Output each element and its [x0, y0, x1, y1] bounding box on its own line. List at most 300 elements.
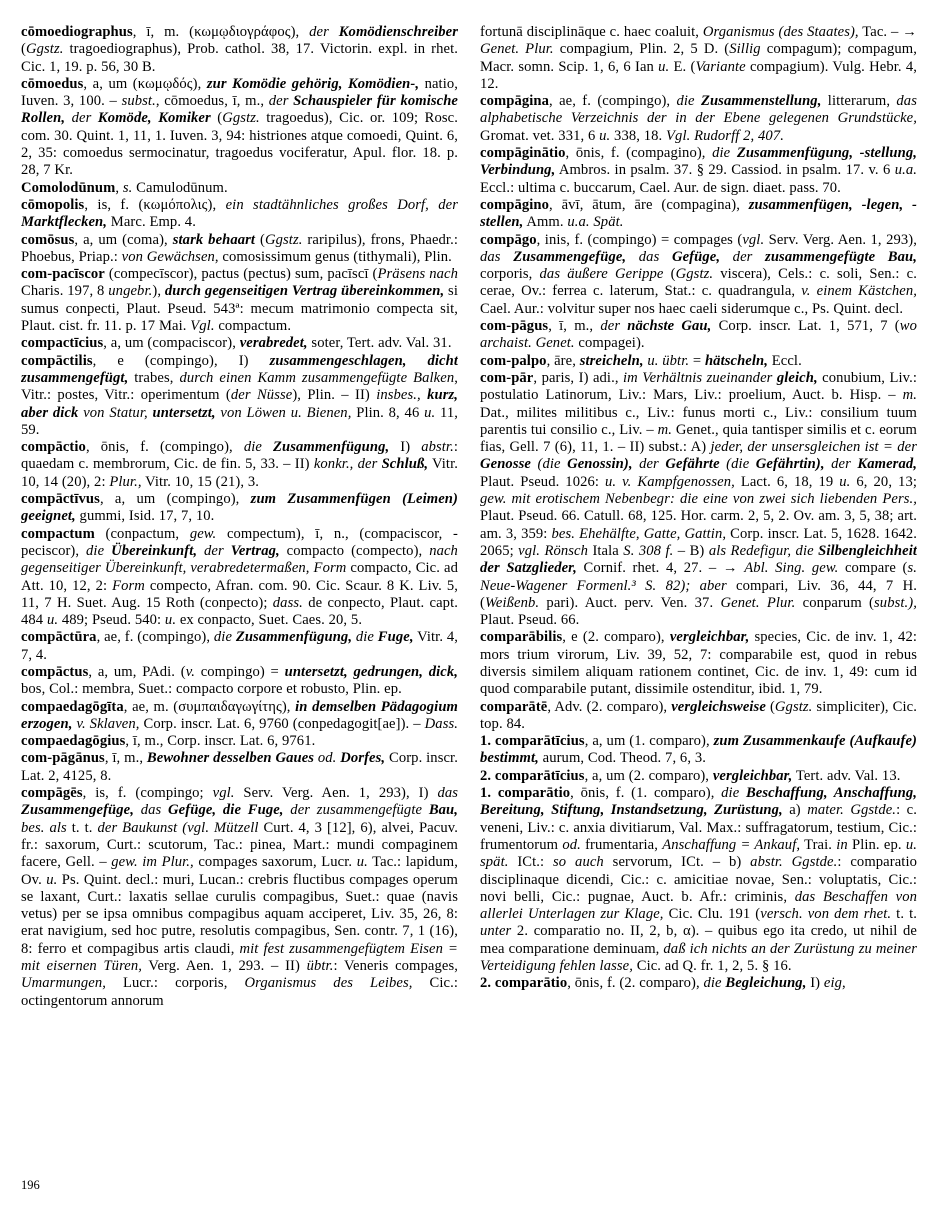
dictionary-entry [21, 335, 458, 352]
text-run: untersetzt, [152, 404, 216, 421]
text-run: , a, um (compingo), [99, 491, 251, 508]
text-run: streicheln, [579, 352, 644, 369]
text-run: ( [255, 231, 265, 248]
text-run: das äußere Gerippe [539, 266, 664, 283]
dictionary-entry [21, 699, 458, 751]
text-run: soter, Tert. adv. Val. 31. [307, 335, 452, 352]
text-run: simpliciter), Cic. top. 84. [480, 698, 917, 732]
text-run: comōsus [21, 231, 75, 248]
text-run: frumentaria, [580, 836, 663, 853]
text-run: E. ( [669, 58, 696, 75]
text-run: compaedagōgīta [21, 698, 124, 715]
text-run: Lact. 6, 18, 19 [734, 473, 840, 490]
text-run: , ōnis, f. (2. comparo), [567, 975, 704, 992]
text-run: , a, um (coma), [74, 231, 173, 248]
text-run: v. [185, 663, 195, 680]
text-run: Zusammengefüge, [21, 802, 134, 819]
text-run: Umarmungen, [21, 975, 107, 992]
column-left [21, 24, 458, 1154]
text-run: Schluß, [381, 456, 429, 473]
text-run: raripilus), frons, Phaedr.: Phoebus, Priap.: [21, 231, 458, 265]
text-run: ex conpacto, Suet. Caes. 20, 5. [176, 612, 363, 629]
text-run: od. [562, 836, 581, 853]
text-run: (die [719, 456, 756, 473]
text-run: fortunā disciplināque c. haec coaluit, [480, 24, 703, 40]
text-run: abstr. [421, 439, 454, 456]
text-run: I) [806, 975, 824, 992]
text-run: Marktflecken, [21, 214, 108, 231]
text-run: ), [152, 283, 165, 300]
text-run: Plaut. Pseud. 66. Catull. 68, 125. Hor. carm. 2, 5, 2. Ov. am. 3, 5, 38; art. am. 3, 359: [480, 508, 917, 542]
text-run: Variante [695, 58, 746, 75]
text-run: viscera), Cels.: c. soli, Sen.: c. cerae, Ov.: ferrea c. laterum, Stat.: c. quadrangula, [480, 266, 917, 300]
text-run: , e (2. comparo), [562, 629, 670, 646]
text-run: 489; Pseud. 540: [58, 612, 165, 629]
text-run: compactum. [214, 318, 292, 335]
text-run: Vgl. Rudorff 2, 407. [666, 127, 784, 144]
text-run: zur Komödie gehörig, Komödien-, [206, 75, 420, 92]
dictionary-entry [21, 76, 458, 180]
text-run: , [842, 975, 846, 992]
text-run: Eccl.: ultima c. buccarum, Cael. Aur. de sign. diaet. pass. 70. [480, 179, 841, 196]
text-run: der [357, 456, 382, 473]
text-run: Genet. Plur. [720, 594, 796, 611]
dictionary-entry [480, 145, 917, 197]
text-run: compāgina [480, 93, 550, 110]
text-run: das [437, 785, 458, 802]
text-run: , ae, f. (compingo), [549, 93, 677, 110]
text-run: ICt.: [508, 854, 554, 871]
text-run: Corp. inscr. Lat. 6, 9760 (conpedagogit[ae]). – [139, 715, 425, 732]
page-number: 196 [21, 1178, 40, 1192]
text-run: com-pāgānus [21, 750, 105, 767]
text-run: Genet., quia tantisper similis et c. eorum fias, Gell. 7 (6), 11, 1. – II) subst.: A) [480, 421, 917, 456]
text-run: de conpecto, Plaut. capt. 484 [21, 594, 458, 629]
text-run: hätscheln, [704, 352, 768, 369]
text-run: Ggstz. [25, 41, 64, 58]
text-run: (compecīscor), pactus (pectus) sum, pacīscī ( [104, 266, 378, 283]
text-run: Bewohner desselben Gaues [146, 750, 315, 767]
text-run: , is, f. (κωμόπολις), [84, 196, 226, 213]
text-run: u. [839, 473, 851, 490]
text-run: Vitr. 4, 7, 4. [21, 629, 458, 663]
text-run: u. [424, 404, 436, 421]
text-run: mater. Ggstde. [807, 802, 897, 819]
text-run: Corp. inscr. Lat. 1, 571, 7 ( [711, 318, 900, 335]
text-run: Cael. Aur.: volvitur super nos haec caeli siderumque c., Ps. Quint. decl. [480, 300, 904, 317]
text-run: im Verhältnis zueinander [623, 369, 777, 386]
text-run: zusammengefügte Bau, [765, 248, 917, 265]
text-run: unter [480, 923, 512, 940]
text-run: t. t. [71, 819, 98, 836]
text-run: insbes., [376, 387, 421, 404]
text-run: wo archaist. Genet. [480, 318, 917, 352]
text-run: Corp. inscr. Lat. 5, 1628. 1642. 2065; [480, 525, 917, 559]
text-run: compare ( [838, 560, 908, 577]
text-run: species, Cic. de inv. 1, 42: mors trium virorum, Liv. 39, 52, 7: comparabile est, quod in rebus diversis similem aliquam rationem continet, Cic. de inv. 1, 49: cum id quod comparabile putant, dissimile ostenditur, ibid. 1, 79. [480, 629, 917, 698]
text-run: u. [658, 58, 670, 75]
text-run: Cic. ad Q. fr. 1, 2, 5. § 16. [632, 958, 792, 975]
dictionary-entry [21, 24, 458, 76]
text-run: compāgino [480, 196, 550, 213]
text-run: (die [530, 456, 568, 473]
text-run: zusammenfügen, -legen, -stellen, [480, 196, 917, 231]
text-run: ( [663, 266, 676, 283]
text-run: Plin. 8, 46 [351, 404, 425, 421]
text-run: Trai. [800, 836, 837, 853]
text-run: Plaut. Pseud. 66. [480, 612, 580, 629]
text-run: Gefüge, [671, 248, 721, 265]
text-run: Organismus (des Staates), [702, 24, 859, 40]
text-run: , a, um (2. comparo), [584, 767, 713, 784]
text-run: v. einem Kästchen, [801, 283, 917, 300]
text-run: ( [210, 110, 223, 127]
text-run: vergleichsweise [671, 698, 766, 715]
text-run: 11, 59. [21, 404, 458, 438]
text-run: compāctīvus [21, 491, 100, 508]
text-run: u. [46, 612, 59, 629]
text-run: , [115, 179, 123, 196]
dictionary-entry [21, 664, 458, 699]
text-run: m. [657, 421, 673, 438]
text-run: der zusammengefügte [283, 802, 429, 819]
text-run: subst. [121, 93, 156, 110]
text-run: Zusammenfügung, [235, 629, 353, 646]
text-run: Plin. ep. [847, 836, 906, 853]
text-run: compacto, Cic. ad Att. 10, 12, 2: [21, 560, 458, 594]
text-run: Cic.: octingentorum annorum [21, 975, 458, 1009]
text-run: gew. mit erotischem Nebenbegr: die eine von zwei sich liebenden Pers., [480, 491, 917, 508]
text-run: com-palpo [480, 352, 547, 369]
dictionary-entry [21, 439, 458, 491]
text-run: u.a. [894, 162, 917, 179]
text-run: compagium, Plin. 2, 5 D. ( [553, 41, 730, 58]
dictionary-entry [21, 266, 458, 335]
text-run: conubium, Liv.: postulatio Latinorum, Liv.: Mars, Liv.: proelium, Auct. b. Hisp. – [480, 369, 917, 404]
text-run: der [824, 456, 858, 473]
text-run: Genosse [480, 456, 531, 473]
text-run: pari). Auct. perv. Ven. 37. [539, 594, 721, 611]
text-run: s. Neue-Wagener Formenl.³ S. 82); [480, 560, 917, 594]
text-run: bos, Col.: membra, Suet.: compacto corpore et robusto, Plin. ep. [21, 681, 402, 698]
text-run: Ggstz. [675, 266, 714, 283]
dictionary-entry [21, 197, 458, 232]
text-run: com-pacīscor [21, 266, 105, 283]
text-run: compāginātio [480, 145, 566, 162]
text-run: ), Plin. – II) [292, 387, 377, 404]
text-run: Abl. Sing. gew. [744, 560, 839, 577]
text-run: corporis, [480, 266, 540, 283]
text-run: bes. als [21, 819, 72, 836]
text-run: Ggstz. [222, 110, 260, 127]
text-run: tragoedus), Cic. or. 109; Rosc. com. 30. Quint. 1, 11, 1. Iuven. 3, 94: histriones atque comoedi, Quint. 6, 2, 35: comoedus sermocinatur, tragoedus vociferatur, Apul. flor. 18. p. 28, 7 Kr. [21, 110, 458, 179]
text-run: Vgl. [190, 318, 215, 335]
text-run: Übereinkunft, [111, 542, 198, 559]
text-run: Gefüge, die Fuge, [168, 802, 284, 819]
text-run: gleich, [776, 369, 818, 386]
text-run: Gromat. vet. 331, 6 [480, 127, 600, 144]
text-run: gew. im Plur., [111, 854, 194, 871]
text-run: compacto (compecto), [279, 542, 430, 559]
text-run: der [65, 110, 98, 127]
text-run: Gefährtin), [755, 456, 825, 473]
text-run: cōmopolis [21, 196, 85, 213]
text-run: aber [699, 577, 727, 594]
text-run [690, 578, 699, 594]
text-run: : Veneris compages, [333, 958, 458, 975]
text-run: compactīcius [21, 335, 104, 352]
text-run: Genossin), [567, 456, 633, 473]
text-run: gew. [189, 525, 217, 542]
text-run: von Löwen u. Bienen, [215, 404, 352, 421]
text-run: abstr. Ggstde. [750, 854, 838, 871]
text-run: Schauspieler für komische Rollen, [21, 93, 458, 127]
dictionary-entry [480, 768, 917, 785]
text-run: eig [823, 975, 843, 992]
text-run: com-pāgus [480, 318, 549, 335]
text-run: das [626, 248, 672, 265]
text-run: compingo) = [194, 663, 285, 680]
text-run: das [480, 248, 514, 265]
text-run: die [703, 975, 726, 992]
text-run: durch gegenseitigen Vertrag übereinkommen, [164, 283, 445, 300]
text-run: t. t. [891, 906, 917, 923]
text-run: zum Zusammenfügen (Leimen) geeignet, [21, 491, 458, 525]
text-run: comparābilis [480, 629, 563, 646]
text-run: Dorfes, [340, 750, 386, 767]
text-run: die [352, 629, 378, 646]
text-run: Präsens nach [377, 266, 458, 283]
text-run: , a, um (1. comparo), [584, 733, 714, 750]
dictionary-entry [480, 353, 917, 370]
text-run: 1. comparātio [480, 785, 571, 802]
text-run: od. [314, 750, 341, 767]
dictionary-entry [21, 750, 458, 785]
text-run: , ōnis, f. (1. comparo), [570, 785, 722, 802]
dictionary-entry [480, 785, 917, 975]
text-run: Komöde, Komiker [97, 110, 211, 127]
text-run: , paris, I) adi., [533, 369, 624, 386]
text-run: u. spät. [480, 836, 917, 871]
dictionary-entry [21, 232, 458, 267]
text-run: Dass. [424, 715, 458, 732]
text-run: in [836, 836, 848, 853]
text-run: Anschaffung = Ankauf, [662, 836, 801, 853]
text-run: Zusammenfügung, [272, 439, 390, 456]
text-run: , a, um (κωμῳδός), [83, 75, 207, 92]
text-run: Genet. Plur. [480, 41, 554, 58]
text-run: compagum); compagum, Macr. somn. Scip. 1, 6, 6 Ian [480, 41, 917, 75]
text-run: der Nüsse [230, 387, 293, 404]
text-run: , ī, m. (κωμῳδιογράφος), [132, 24, 310, 40]
text-run: cōmoedus [21, 75, 84, 92]
text-run: Ggstz. [774, 698, 813, 715]
text-run: compaedagōgius [21, 733, 126, 750]
text-run: Cic. Clu. 191 ( [663, 906, 761, 923]
text-run: mit fest zusammengefügtem Eisen = mit eisernen Türen, [21, 940, 458, 975]
text-run: Organismus des Leibes, [244, 975, 413, 992]
text-run: das alphabetische Verzeichnis der in der Ebene gelegenen Grundstücke, [480, 93, 917, 127]
text-run: nach gegenseitiger Übereinkunft, verabredetermaßen, Form [21, 542, 458, 577]
text-run: servorum, ICt. – b) [603, 854, 751, 871]
text-run: compāctio [21, 439, 86, 456]
text-run: = [689, 352, 705, 369]
text-run: bes. Ehehälfte, Gatte, Gattin, [551, 525, 727, 542]
text-run: Marc. Emp. 4. [107, 214, 196, 231]
text-run: Ambros. in psalm. 37. § 29. Cassiod. in psalm. 17. v. 6 [555, 162, 895, 179]
text-run: vergleichbar, [712, 767, 793, 784]
text-run: , a, um, PAdi. ( [88, 663, 186, 680]
text-run: die [86, 542, 112, 559]
text-run: Form [112, 577, 145, 594]
dictionary-entry [21, 785, 458, 1010]
text-run: 2. comparātio [480, 975, 568, 992]
text-run: compages saxorum, Lucr. [193, 854, 357, 871]
text-run: Eccl. [768, 352, 802, 369]
text-run: compāgēs [21, 785, 83, 802]
text-run: compagium). Vulg. Hebr. 4, 12. [480, 58, 917, 92]
text-run: vergleichbar, [669, 629, 750, 646]
text-run: Bau, [428, 802, 458, 819]
text-run: : comparatio disciplinaque dicendi, Cic.: c. amicitiae novae, Sen.: voluptatis, Cic.: novi belli, Cic.: pugnae, Auct. b. Afr.: criminis, [480, 854, 917, 905]
dictionary-entry [21, 629, 458, 664]
text-run: Ps. Quint. decl.: muri, Lucan.: crebris fluctibus compages operum se laxant, Curt.: laxatis sellae curulis compagibus, Suet.: quae (navis vetus) per se ipsa omnibus compagibus aquam acciperet, Liv. 35, 26, 8: erat navigium, sed hoc putre, resolutis compagibus, Sen. contr. 7, 1 (16), 8: ferro et compagibus artis claudi, [21, 871, 458, 957]
text-run: compāctūra [21, 629, 97, 646]
text-run: in demselben Pädagogium erzogen, [21, 698, 458, 732]
text-run: Amm. [523, 214, 568, 231]
text-run: der [197, 542, 231, 559]
dictionary-entry [480, 733, 917, 768]
text-run: ( [765, 698, 775, 715]
text-run: Cornif. rhet. 4, 27. – → [576, 560, 745, 577]
text-run: als Redefigur, die [708, 542, 819, 559]
text-run: der [309, 24, 339, 40]
text-run: u. [164, 612, 177, 629]
text-run: der Baukunst (vgl. Mützell [97, 819, 264, 836]
text-run: das [133, 802, 169, 819]
text-run: u. [46, 871, 58, 888]
text-run: , comosissimum genus (tithymali), Plin. [214, 248, 452, 265]
text-run: Itala [588, 542, 624, 559]
text-run: compagei). [574, 335, 645, 352]
text-run: Charis. 197, 8 [21, 283, 109, 300]
dictionary-entry [480, 975, 917, 992]
text-run: Begleichung, [725, 975, 807, 992]
text-run: Vitr. 10, 14 (20), 2: [21, 456, 458, 490]
text-run: , inis, f. (compingo) = compages ( [536, 231, 743, 248]
text-run: vgl. [212, 785, 235, 802]
text-run: daß ich nichts an der Zurüstung zu meiner Verteidigung fehlen lasse, [480, 940, 917, 975]
text-run: Beschaffung, Anschaffung, Bereitung, Stiftung, Instandsetzung, Zurüstung, [480, 785, 917, 819]
dictionary-entry [480, 629, 917, 698]
text-run: : quaedam c. membrorum, Cic. de fin. 5, 33. – II) [21, 439, 458, 473]
text-run: , ōnis, f. (compagino), [565, 145, 713, 162]
text-run: übtr. [306, 958, 334, 975]
text-run: S. 308 f. [623, 542, 674, 559]
text-run: Fuge, [377, 629, 414, 646]
text-run: von Gewächsen [121, 248, 215, 265]
text-run: Dat., milites militibus c., Liv.: funus morti c., Liv.: consilium tuum parentis tui consilio c., Liv. – [480, 404, 917, 438]
text-columns [21, 24, 917, 1154]
text-run: , a, um (compaciscor), [103, 335, 240, 352]
dictionary-entry [21, 491, 458, 526]
text-run: , ae, m. (συμπαιδαγωγίτης), [123, 698, 296, 715]
text-run: compāctilis [21, 352, 93, 369]
text-run: Camulodūnum. [132, 179, 228, 196]
text-run: zum Zusammenkaufe (Aufkaufe) bestimmt, [480, 733, 917, 767]
text-run: Zusammenstellung, [700, 93, 822, 110]
text-run: com-pār [480, 369, 534, 386]
text-run: gummi, Isid. 17, 7, 10. [75, 508, 215, 525]
text-run: compāctus [21, 663, 89, 680]
text-run: Zusammenfügung, -stellung, Verbindung, [480, 145, 917, 179]
text-run: compecto, Afran. com. 90. Cic. Scaur. 8 K. Liv. 5, 11, 7 H. Suet. Aug. 15 Roth (conpecto); [21, 577, 458, 611]
text-run: ( [21, 41, 26, 58]
text-run: (conpactum, [94, 525, 190, 542]
text-run: von Statur, [78, 404, 148, 421]
text-run: Plur., [109, 473, 142, 490]
text-run: , ī, m., [548, 318, 601, 335]
text-run: , ī, m., [104, 750, 147, 767]
dictionary-entry [480, 197, 917, 232]
text-run: subst.), [874, 594, 917, 611]
text-run: untersetzt, gedrungen, dick, [284, 663, 458, 680]
text-run: verabredet, [239, 335, 308, 352]
text-run: a) [782, 802, 808, 819]
text-run: , Adv. (2. comparo), [547, 698, 672, 715]
text-run: das Beschaffen von allerlei Unterlagen zur Klage, [480, 888, 917, 923]
text-run: Kamerad, [857, 456, 917, 473]
text-run: die [721, 785, 746, 802]
text-run: u. [599, 127, 611, 144]
text-run: die [712, 145, 737, 162]
text-run: compāgo [480, 231, 537, 248]
text-run: : c. veneni, Liv.: c. anxia divitiarum, Val. Max.: suffragatorum, testium, Cic.: frumentorum [480, 802, 917, 853]
text-run: compari, Liv. 36, 44, 7 H. ( [480, 577, 917, 611]
dictionary-entry [480, 370, 917, 629]
text-run: Tac. – → [858, 24, 917, 40]
text-run: Lucr.: corporis, [106, 975, 245, 992]
text-run: Tac.: lapidum, Ov. [21, 854, 458, 888]
text-run: trabes, [128, 369, 180, 386]
dictionary-entry [480, 93, 917, 145]
text-run: m. [902, 387, 917, 404]
dictionary-entry [480, 24, 917, 93]
text-run: , āre, [546, 352, 580, 369]
text-run: – B) [673, 542, 709, 559]
text-run: 2. comparātīcius [480, 767, 585, 784]
text-run: s. [122, 179, 133, 196]
text-run: tragoediographus), Prob. cathol. 38, 17. Victorin. expl. in rhet. Cic. 1, 19. p. 56, 30 B. [21, 41, 458, 75]
text-run: Verg. Aen. 1, 293. – II) [142, 958, 307, 975]
text-run: compactum [21, 525, 95, 542]
text-run: Comolodūnum [21, 179, 116, 196]
text-run: kurz, aber dick [21, 387, 458, 421]
text-run: ungebr. [108, 283, 153, 300]
text-run: 1. comparātīcius [480, 733, 585, 750]
text-run: Weißenb. [484, 594, 540, 611]
text-run: die [243, 439, 273, 456]
text-run: compectum), ī, n., (compaciscor, -peciscor), [21, 525, 458, 559]
text-run: versch. von dem rhet. [760, 906, 892, 923]
text-run: Plaut. Pseud. 1026: [480, 473, 606, 490]
text-run: Ggstz. [264, 231, 303, 248]
text-run: Komödienschreiber [338, 24, 458, 40]
column-right [480, 24, 917, 1154]
text-run: die [213, 629, 236, 646]
text-run: u. übtr. [643, 352, 690, 369]
dictionary-entry [480, 318, 917, 353]
